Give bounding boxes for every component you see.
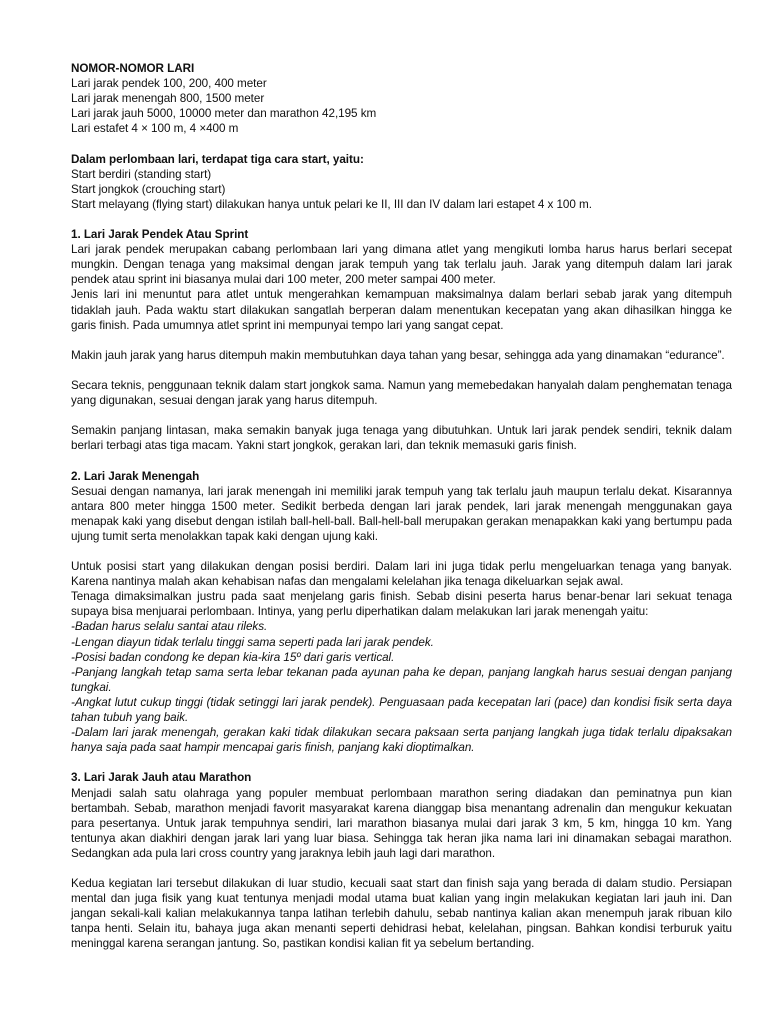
section2-paragraph: Tenaga dimaksimalkan justru pada saat menjelang garis finish. Sebab disini peserta harus benar-benar lari sekuat tenaga supaya bisa menjuarai perlombaan. Intinya, yang perlu diperhatikan dalam melakukan lari jarak menengah yaitu: — [71, 590, 732, 619]
section1-paragraph: Lari jarak pendek merupakan cabang perlombaan lari yang dimana atlet yang mengikuti lomba harus harus berlari secepat mungkin. Dengan tenaga yang maksimal dengan jarak tempuh yang tak terlalu jauh. Jarak yang ditempuh dalam lari jarak pendek atau sprint ini biasanya mulai dari 100 meter, 200 meter sampai 400 meter. — [71, 243, 732, 287]
section1-heading: 1. Lari Jarak Pendek Atau Sprint — [71, 228, 249, 242]
nomor-item: Lari jarak jauh 5000, 10000 meter dan marathon 42,195 km — [71, 107, 377, 121]
spacer — [71, 408, 732, 423]
spacer — [71, 861, 732, 876]
spacer — [71, 136, 732, 151]
section2-paragraph: Untuk posisi start yang dilakukan dengan posisi berdiri. Dalam lari ini juga tidak perlu mengeluarkan tenaga yang banyak. Karena nantinya malah akan kehabisan nafas dan mengalami kelelahan jika tenaga dikeluarkan sejak awal. — [71, 560, 732, 589]
tip-item: -Lengan diayun tidak terlalu tinggi sama seperti pada lari jarak pendek. — [71, 635, 434, 649]
spacer — [71, 333, 732, 348]
section1-paragraph: Semakin panjang lintasan, maka semakin banyak juga tenaga yang dibutuhkan. Untuk lari jarak pendek sendiri, teknik dalam berlari terbagi atas tiga macam. Yakni start jongkok, gerakan lari, dan teknik memasuki garis finish. — [71, 424, 732, 453]
spacer — [71, 755, 732, 770]
section1-paragraph: Makin jauh jarak yang harus ditempuh makin membutuhkan daya tahan yang besar, sehingga ada yang dinamakan “edurance”. — [71, 348, 725, 362]
section1-paragraph: Secara teknis, penggunaan teknik dalam start jongkok sama. Namun yang memebedakan hanyalah dalam penghematan tenaga yang digunakan, sesuai dengan jarak yang harus ditempuh. — [71, 378, 732, 408]
section1-paragraph: Jenis lari ini menuntut para atlet untuk mengerahkan kemampuan maksimalnya dalam berlari sebab jarak yang ditempuh tidaklah jauh. Pada waktu start dilakukan sangatlah berperan dalam menentukan kecepatan yang akan dihasilkan hingga ke garis finish. Pada umumnya atlet sprint ini mempunyai tempo lari yang sangat cepat. — [71, 288, 732, 332]
nomor-title: NOMOR-NOMOR LARI — [71, 62, 195, 75]
start-item: Start berdiri (standing start) — [71, 167, 212, 181]
spacer — [71, 212, 732, 227]
tip-item: -Dalam lari jarak menengah, gerakan kaki tidak dilakukan secara paksaan serta panjang langkah juga tidak terlalu dipaksakan hanya saja pada saat hampir mencapai garis finish, panjang kaki dioptimalkan. — [71, 726, 732, 755]
section3-heading: 3. Lari Jarak Jauh atau Marathon — [71, 771, 252, 785]
section2-heading: 2. Lari Jarak Menengah — [71, 469, 200, 483]
spacer — [71, 363, 732, 378]
spacer — [71, 453, 732, 468]
section2-paragraph: Sesuai dengan namanya, lari jarak menengah ini memiliki jarak tempuh yang tak terlalu jauh maupun terlalu dekat. Kisarannya antara 800 meter hingga 1500 meter. Sedikit berbeda dengan lari jarak pendek, lari jarak menengah menggunakan gaya menapak kaki yang disebut dengan istilah ball-hell-ball. Ball-hell-ball merupakan gerakan menapakkan kaki yang bertumpu pada ujung tumit serta menolakkan tapak kaki dengan ujung kaki. — [71, 484, 732, 543]
section3-paragraph: Kedua kegiatan lari tersebut dilakukan di luar studio, kecuali saat start dan finish saja yang berada di dalam studio. Persiapan mental dan juga fisik yang kuat tentunya menjadi modal utama buat kalian yang ingin melakukan kegiatan lari jauh ini. Dan jangan sekali-kali kalian melakukannya tanpa latihan terlebih dahulu, sebab nantinya kalian akan menempuh jarak ribuan kilo tanpa henti. Selain itu, bahaya juga akan menanti seperti dehidrasi hebat, kelelahan, pingsan. Bahkan kondisi terburuk yaitu meninggal karena serangan jantung. So, pastikan kondisi kalian fit ya sebelum bertanding. — [71, 877, 732, 951]
tip-item: -Posisi badan condong ke depan kia-kira 15º dari garis vertical. — [71, 650, 395, 664]
start-item: Start jongkok (crouching start) — [71, 182, 226, 196]
nomor-item: Lari jarak menengah 800, 1500 meter — [71, 92, 265, 106]
spacer — [71, 544, 732, 559]
section3-paragraph: Menjadi salah satu olahraga yang populer membuat perlombaan marathon sering diadakan dan peminatnya pun kian bertambah. Sebab, marathon menjadi favorit masyarakat karena dianggap bisa menantang adrenalin dan mengukur kekuatan para pesertanya. Untuk jarak tempuhnya sendiri, lari marathon biasanya mulai dari jarak 3 km, 5 km, hingga 10 km. Yang tentunya akan diakhiri dengan jarak lari yang luar biasa. Sehingga tak heran jika nama lari ini dinamakan sebagai marathon. Sedangkan ada pula lari cross country yang jaraknya lebih jauh lagi dari marathon. — [71, 786, 732, 860]
start-item: Start melayang (flying start) dilakukan hanya untuk pelari ke II, III dan IV dalam lari estapet 4 x 100 m. — [71, 197, 592, 211]
start-intro: Dalam perlombaan lari, terdapat tiga cara start, yaitu: — [71, 152, 364, 166]
tip-item: -Angkat lutut cukup tinggi (tidak setinggi lari jarak pendek). Penguasaan pada kecepatan lari (pace) dan kondisi fisik serta daya tahan tubuh yang baik. — [71, 695, 732, 725]
nomor-item: Lari estafet 4 × 100 m, 4 ×400 m — [71, 122, 239, 136]
tip-item: -Panjang langkah tetap sama serta lebar tekanan pada ayunan paha ke depan, panjang langkah harus sesuai dengan panjang tungkai. — [71, 665, 732, 694]
tip-item: -Badan harus selalu santai atau rileks. — [71, 620, 268, 634]
nomor-item: Lari jarak pendek 100, 200, 400 meter — [71, 77, 267, 91]
